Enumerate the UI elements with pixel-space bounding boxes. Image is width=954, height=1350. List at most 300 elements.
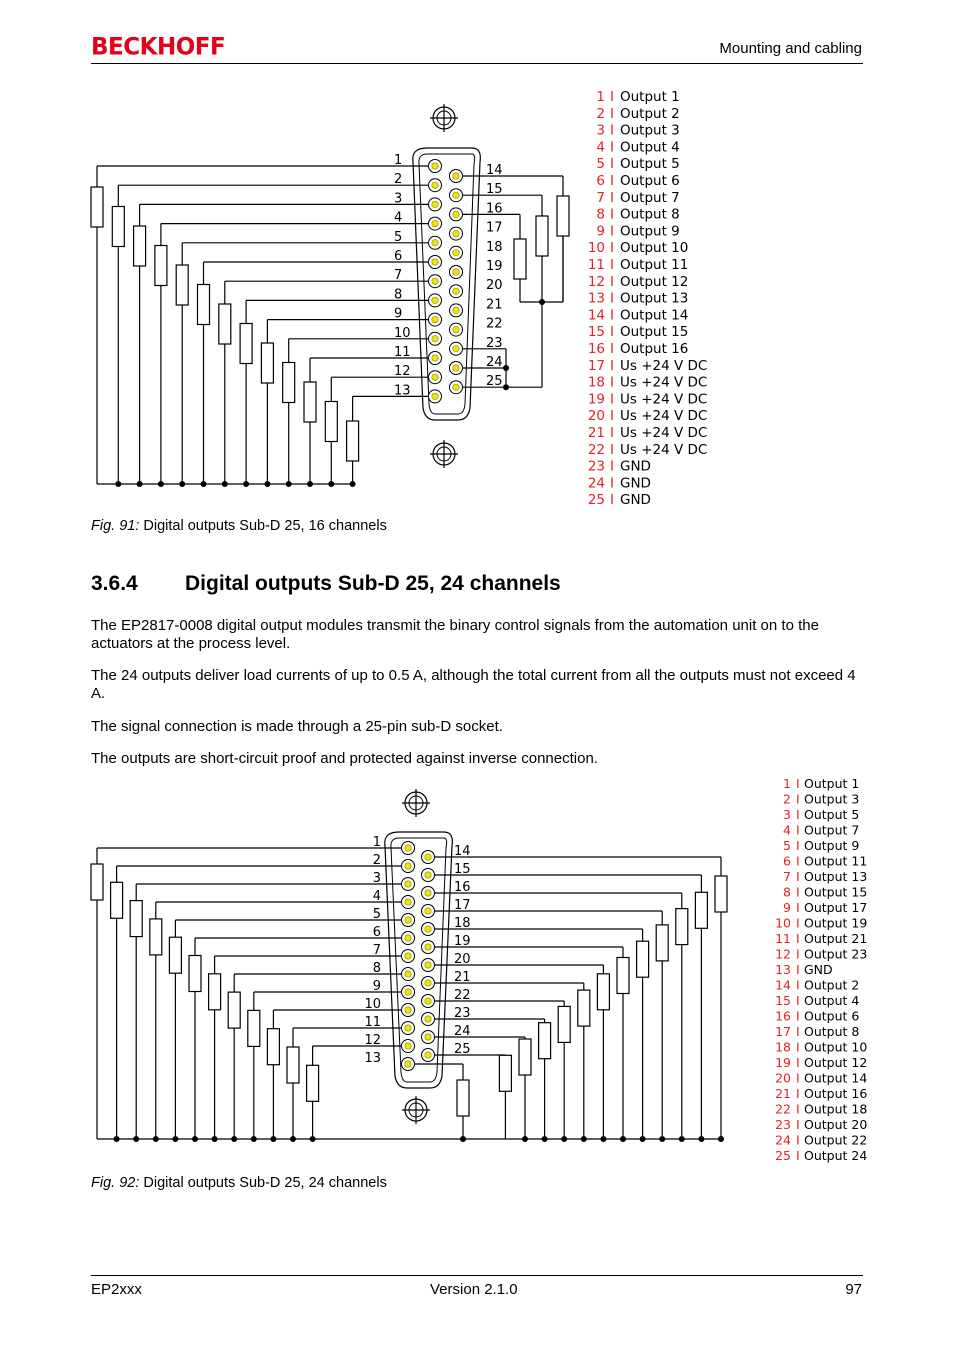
fig92-separator: I (796, 900, 800, 915)
load-resistor (111, 882, 123, 918)
left-pin-number: 3 (394, 191, 403, 207)
pin-contact (405, 881, 411, 887)
fig91-separator: I (610, 492, 614, 509)
load-resistor (112, 207, 124, 247)
fig92-separator: I (796, 1024, 800, 1039)
pin-contact (425, 1052, 431, 1058)
fig91-separator: I (610, 441, 614, 458)
fig92-separator: I (796, 1070, 800, 1086)
load-resistor (283, 363, 295, 403)
fig91-pin-number: 23 (587, 458, 605, 475)
load-resistor (198, 285, 210, 325)
left-pin-number: 4 (394, 210, 403, 226)
left-pin-number: 10 (394, 325, 411, 341)
fig92-pin-number: 22 (775, 1101, 791, 1117)
left-pin-number: 1 (372, 835, 381, 850)
fig92-pin-number: 24 (775, 1132, 791, 1148)
load-resistor (169, 937, 181, 973)
load-resistor (307, 1065, 319, 1101)
figure-92-label: Fig. 92: (91, 1175, 140, 1191)
paragraph-2: The 24 outputs deliver load currents of up to 0.5 A, although the total current from all the outputs must not exceed 4 A. (91, 667, 856, 702)
fig92-pin-function: Output 6 (804, 1008, 860, 1024)
fig91-pin-function: Output 13 (620, 290, 689, 307)
right-pin-number: 18 (486, 239, 503, 255)
paragraph-3: The signal connection is made through a 25-pin sub-D socket. (91, 718, 503, 735)
load-resistor (304, 382, 316, 422)
load-resistor (695, 892, 707, 928)
left-pin-number: 13 (364, 1051, 381, 1066)
fig92-pin-function: Output 17 (804, 900, 868, 915)
right-pin-number: 16 (454, 880, 471, 895)
fig91-pin-function: Output 12 (620, 273, 689, 290)
fig91-pin-function: Output 14 (620, 307, 689, 324)
junction-dot (503, 365, 509, 371)
pin-contact (405, 1061, 411, 1067)
load-resistor (519, 1039, 531, 1075)
fig91-separator: I (610, 374, 614, 391)
pin-contact (425, 944, 431, 950)
pin-contact (432, 336, 438, 342)
right-pin-number: 20 (486, 278, 503, 294)
pin-contact (453, 307, 459, 313)
footer-product: EP2xxx (91, 1281, 142, 1298)
pin-contact (432, 220, 438, 226)
pin-contact (425, 890, 431, 896)
figure-91-caption (91, 518, 387, 534)
pin-contact (425, 1016, 431, 1022)
fig92-pin-function: Output 16 (804, 1086, 868, 1101)
fig92-pin-function: Output 2 (804, 977, 860, 993)
fig91-pin-number: 1 (596, 89, 605, 105)
fig92-separator: I (796, 1086, 800, 1101)
fig91-pin-number: 2 (596, 105, 605, 122)
fig91-pin-function: Us +24 V DC (620, 357, 708, 374)
fig91-separator: I (610, 324, 614, 341)
paragraph-1: The EP2817-0008 digital output modules transmit the binary control signals from the automation unit on to the actuators at the process level. (91, 617, 819, 652)
section-number: 3.6.4 (91, 572, 138, 595)
pin-contact (453, 192, 459, 198)
fig92-pin-function: Output 11 (804, 853, 868, 869)
pin-contact (405, 845, 411, 851)
pin-contact (432, 182, 438, 188)
right-pin-number: 22 (486, 316, 503, 332)
fig91-separator: I (610, 307, 614, 324)
figure-91-diagram (91, 89, 707, 508)
fig91-pin-number: 13 (587, 290, 605, 307)
load-resistor (219, 304, 231, 344)
pin-contact (453, 173, 459, 179)
right-pin-number: 22 (454, 988, 471, 1003)
fig91-separator: I (610, 458, 614, 475)
pin-contact (453, 346, 459, 352)
figure-92-caption (91, 1175, 387, 1191)
fig91-pin-function: Us +24 V DC (620, 408, 708, 425)
pin-contact (405, 989, 411, 995)
load-resistor (656, 925, 668, 961)
load-resistor (536, 216, 548, 256)
fig92-pin-number: 12 (775, 946, 791, 962)
right-pin-number: 23 (454, 1006, 471, 1021)
right-pin-number: 14 (486, 163, 503, 178)
footer-page-number: 97 (845, 1281, 862, 1298)
fig92-pin-number: 23 (775, 1117, 791, 1132)
fig91-separator: I (610, 273, 614, 290)
right-pin-number: 15 (486, 182, 503, 198)
fig92-pin-number: 8 (783, 884, 791, 900)
fig92-separator: I (796, 884, 800, 900)
fig92-pin-function: Output 14 (804, 1070, 868, 1086)
fig91-pin-number: 17 (587, 357, 605, 374)
load-resistor (287, 1047, 299, 1083)
pin-contact (453, 384, 459, 390)
fig92-separator: I (796, 807, 800, 822)
load-resistor (155, 246, 167, 286)
pin-contact (453, 250, 459, 256)
right-pin-number: 25 (454, 1042, 471, 1057)
fig92-pin-function: Output 13 (804, 869, 868, 884)
fig91-pin-number: 12 (587, 273, 605, 290)
left-pin-number: 1 (394, 153, 403, 168)
left-pin-number: 2 (372, 853, 381, 868)
pin-contact (432, 278, 438, 284)
fig92-separator: I (796, 915, 800, 931)
fig91-pin-function: Us +24 V DC (620, 425, 708, 441)
fig92-separator: I (796, 1039, 800, 1055)
fig92-pin-number: 13 (775, 962, 791, 977)
fig92-separator: I (796, 822, 800, 838)
section-heading (91, 572, 561, 596)
fig92-pin-number: 18 (775, 1039, 791, 1055)
fig92-pin-number: 14 (775, 977, 791, 993)
fig91-pin-function: Output 1 (620, 89, 680, 105)
load-resistor (150, 919, 162, 955)
pin-contact (425, 872, 431, 878)
fig92-pin-number: 19 (775, 1055, 791, 1070)
fig91-separator: I (610, 257, 614, 273)
pin-contact (453, 269, 459, 275)
pin-contact (453, 288, 459, 294)
load-resistor (676, 909, 688, 945)
fig91-pin-number: 11 (587, 257, 605, 273)
left-pin-number: 10 (364, 997, 381, 1012)
fig91-separator: I (610, 206, 614, 223)
fig92-separator: I (796, 1008, 800, 1024)
pin-contact (405, 899, 411, 905)
right-pin-number: 24 (454, 1024, 471, 1039)
left-pin-number: 11 (364, 1015, 381, 1030)
pin-contact (453, 365, 459, 371)
connector-housing-inner (419, 154, 475, 414)
fig91-pin-function: Us +24 V DC (620, 374, 708, 391)
pin-contact (425, 926, 431, 932)
pin-contact (405, 917, 411, 923)
fig92-pin-number: 6 (783, 853, 791, 869)
pin-contact (432, 393, 438, 399)
right-pin-number: 21 (454, 970, 471, 985)
fig92-pin-function: Output 1 (804, 776, 860, 791)
fig92-separator: I (796, 993, 800, 1008)
pin-contact (432, 316, 438, 322)
pin-contact (425, 908, 431, 914)
fig92-pin-function: Output 22 (804, 1132, 868, 1148)
fig92-pin-number: 15 (775, 993, 791, 1008)
load-resistor (499, 1055, 511, 1091)
fig92-pin-function: Output 7 (804, 822, 860, 838)
fig92-separator: I (796, 776, 800, 791)
fig91-pin-number: 7 (596, 189, 605, 206)
load-resistor (457, 1080, 469, 1116)
fig91-pin-number: 16 (587, 341, 605, 357)
fig91-separator: I (610, 240, 614, 257)
footer-rule (91, 1275, 863, 1276)
fig92-pin-number: 10 (775, 915, 791, 931)
fig91-pin-number: 19 (587, 391, 605, 408)
load-resistor (617, 958, 629, 994)
fig92-separator: I (796, 1101, 800, 1117)
fig91-pin-function: Output 15 (620, 324, 689, 341)
figure-91-caption-text: Digital outputs Sub-D 25, 16 channels (143, 518, 387, 534)
fig92-separator: I (796, 838, 800, 853)
fig92-separator: I (796, 931, 800, 946)
fig91-separator: I (610, 391, 614, 408)
fig91-separator: I (610, 105, 614, 122)
fig92-pin-function: Output 3 (804, 791, 860, 807)
fig91-separator: I (610, 189, 614, 206)
pin-contact (432, 297, 438, 303)
fig92-pin-function: Output 12 (804, 1055, 868, 1070)
fig91-pin-function: Output 8 (620, 206, 680, 223)
fig92-separator: I (796, 977, 800, 993)
fig92-pin-number: 20 (775, 1070, 791, 1086)
load-resistor (578, 990, 590, 1026)
figure-91-label: Fig. 91: (91, 518, 140, 534)
left-pin-number: 9 (372, 979, 381, 994)
fig92-pin-function: Output 24 (804, 1148, 868, 1163)
load-resistor (557, 196, 569, 236)
right-pin-number: 20 (454, 952, 471, 967)
fig91-pin-number: 22 (587, 441, 605, 458)
fig92-separator: I (796, 1055, 800, 1070)
pin-contact (405, 1007, 411, 1013)
right-pin-number: 17 (486, 220, 503, 236)
fig92-pin-number: 16 (775, 1008, 791, 1024)
load-resistor (558, 1006, 570, 1042)
pin-contact (405, 971, 411, 977)
left-pin-number: 13 (394, 383, 411, 399)
fig91-separator: I (610, 357, 614, 374)
fig92-separator: I (796, 1148, 800, 1163)
fig92-pin-number: 21 (775, 1086, 791, 1101)
fig92-pin-function: Output 18 (804, 1101, 868, 1117)
left-pin-number: 12 (364, 1033, 381, 1048)
fig91-pin-function: GND (620, 458, 651, 475)
load-resistor (176, 265, 188, 305)
load-resistor (91, 864, 103, 900)
load-resistor (514, 239, 526, 279)
load-resistor (91, 187, 103, 227)
fig92-separator: I (796, 946, 800, 962)
fig91-separator: I (610, 425, 614, 441)
fig91-pin-function: Output 16 (620, 341, 689, 357)
fig92-pin-number: 17 (775, 1024, 791, 1039)
load-resistor (267, 1029, 279, 1065)
load-resistor (325, 402, 337, 442)
pin-contact (405, 1025, 411, 1031)
fig91-pin-function: Output 4 (620, 139, 680, 156)
fig91-pin-function: Output 9 (620, 223, 680, 240)
load-resistor (715, 876, 727, 912)
pin-contact (432, 163, 438, 169)
fig91-pin-function: Output 10 (620, 240, 689, 257)
fig91-separator: I (610, 156, 614, 173)
fig91-pin-number: 24 (587, 475, 605, 492)
pin-contact (453, 211, 459, 217)
fig91-pin-number: 18 (587, 374, 605, 391)
right-pin-number: 23 (486, 335, 503, 351)
fig91-separator: I (610, 223, 614, 240)
pin-contact (425, 998, 431, 1004)
fig92-pin-function: Output 20 (804, 1117, 868, 1132)
fig91-pin-function: Output 2 (620, 105, 680, 122)
right-pin-number: 17 (454, 898, 471, 913)
left-pin-number: 5 (394, 229, 403, 245)
fig91-pin-number: 25 (587, 492, 605, 509)
fig92-separator: I (796, 962, 800, 977)
pin-contact (405, 953, 411, 959)
fig92-pin-function: Output 21 (804, 931, 868, 946)
fig91-pin-number: 3 (596, 122, 605, 139)
fig91-pin-function: Output 5 (620, 156, 680, 173)
left-pin-number: 11 (394, 345, 411, 360)
pin-contact (453, 230, 459, 236)
footer-version: Version 2.1.0 (430, 1281, 518, 1298)
load-resistor (539, 1023, 551, 1059)
fig92-pin-number: 11 (775, 931, 791, 946)
right-pin-number: 25 (486, 374, 503, 390)
section-title: Digital outputs Sub-D 25, 24 channels (185, 572, 561, 595)
load-resistor (347, 421, 359, 461)
fig91-pin-function: Output 7 (620, 189, 680, 206)
fig91-pin-function: Us +24 V DC (620, 391, 708, 408)
figure-92-diagram (91, 776, 867, 1163)
fig91-separator: I (610, 173, 614, 189)
load-resistor (134, 226, 146, 266)
fig92-pin-function: Output 8 (804, 1024, 860, 1039)
figure-92-caption-text: Digital outputs Sub-D 25, 24 channels (143, 1175, 387, 1191)
fig91-pin-number: 10 (587, 240, 605, 257)
fig92-pin-function: Output 10 (804, 1039, 868, 1055)
fig91-separator: I (610, 139, 614, 156)
fig91-pin-number: 8 (596, 206, 605, 223)
junction-dot (503, 384, 509, 390)
beckhoff-logo: BECKHOFF (91, 33, 226, 61)
fig92-pin-number: 1 (783, 776, 791, 791)
fig91-separator: I (610, 475, 614, 492)
right-pin-number: 18 (454, 916, 471, 931)
fig92-separator: I (796, 791, 800, 807)
right-pin-number: 14 (454, 844, 471, 859)
pin-contact (425, 1034, 431, 1040)
pin-contact (405, 935, 411, 941)
pin-contact (432, 240, 438, 246)
load-resistor (130, 901, 142, 937)
left-pin-number: 2 (394, 172, 403, 188)
load-resistor (597, 974, 609, 1010)
pin-contact (432, 355, 438, 361)
fig91-pin-function: Output 6 (620, 173, 680, 189)
load-resistor (240, 324, 252, 364)
fig92-pin-function: Output 5 (804, 807, 860, 822)
fig92-pin-number: 9 (783, 900, 791, 915)
left-pin-number: 12 (394, 364, 411, 380)
load-resistor (248, 1010, 260, 1046)
pin-contact (432, 201, 438, 207)
load-resistor (189, 956, 201, 992)
right-pin-number: 24 (486, 355, 503, 370)
left-pin-number: 7 (372, 943, 381, 958)
fig92-separator: I (796, 853, 800, 869)
pin-contact (405, 863, 411, 869)
load-resistor (261, 343, 273, 383)
fig92-separator: I (796, 869, 800, 884)
left-pin-number: 9 (394, 306, 403, 322)
right-pin-number: 19 (486, 259, 503, 274)
connector-housing (413, 148, 481, 420)
right-pin-number: 21 (486, 297, 503, 313)
fig91-pin-function: GND (620, 492, 651, 509)
right-pin-number: 19 (454, 934, 471, 949)
fig91-pin-number: 21 (587, 425, 605, 441)
left-pin-number: 5 (372, 907, 381, 922)
fig92-pin-number: 5 (783, 838, 791, 853)
load-resistor (637, 941, 649, 977)
fig91-pin-number: 4 (596, 139, 605, 156)
pin-contact (425, 980, 431, 986)
right-pin-number: 15 (454, 862, 471, 877)
fig91-pin-number: 5 (596, 156, 605, 173)
fig91-pin-number: 9 (596, 223, 605, 240)
fig92-pin-function: Output 23 (804, 946, 868, 962)
left-pin-number: 4 (372, 889, 381, 904)
fig91-separator: I (610, 122, 614, 139)
load-resistor (228, 992, 240, 1028)
fig91-pin-number: 15 (587, 324, 605, 341)
fig91-pin-function: GND (620, 475, 651, 492)
fig92-pin-number: 4 (783, 822, 791, 838)
left-pin-number: 3 (372, 871, 381, 886)
fig92-pin-function: Output 4 (804, 993, 860, 1008)
fig91-pin-function: Output 3 (620, 122, 680, 139)
fig92-pin-number: 7 (783, 869, 791, 884)
fig91-separator: I (610, 341, 614, 357)
fig92-pin-function: Output 9 (804, 838, 860, 853)
fig91-separator: I (610, 290, 614, 307)
left-pin-number: 6 (394, 249, 403, 264)
fig92-separator: I (796, 1117, 800, 1132)
fig92-pin-function: GND (804, 962, 833, 977)
fig92-pin-number: 3 (783, 807, 791, 822)
fig91-separator: I (610, 89, 614, 105)
fig92-pin-number: 25 (775, 1148, 791, 1163)
pin-contact (405, 1043, 411, 1049)
fig91-separator: I (610, 408, 614, 425)
fig92-pin-function: Output 19 (804, 915, 868, 931)
pin-contact (432, 374, 438, 380)
pin-contact (425, 854, 431, 860)
left-pin-number: 8 (372, 961, 381, 976)
pin-contact (425, 962, 431, 968)
fig91-pin-number: 20 (587, 408, 605, 425)
